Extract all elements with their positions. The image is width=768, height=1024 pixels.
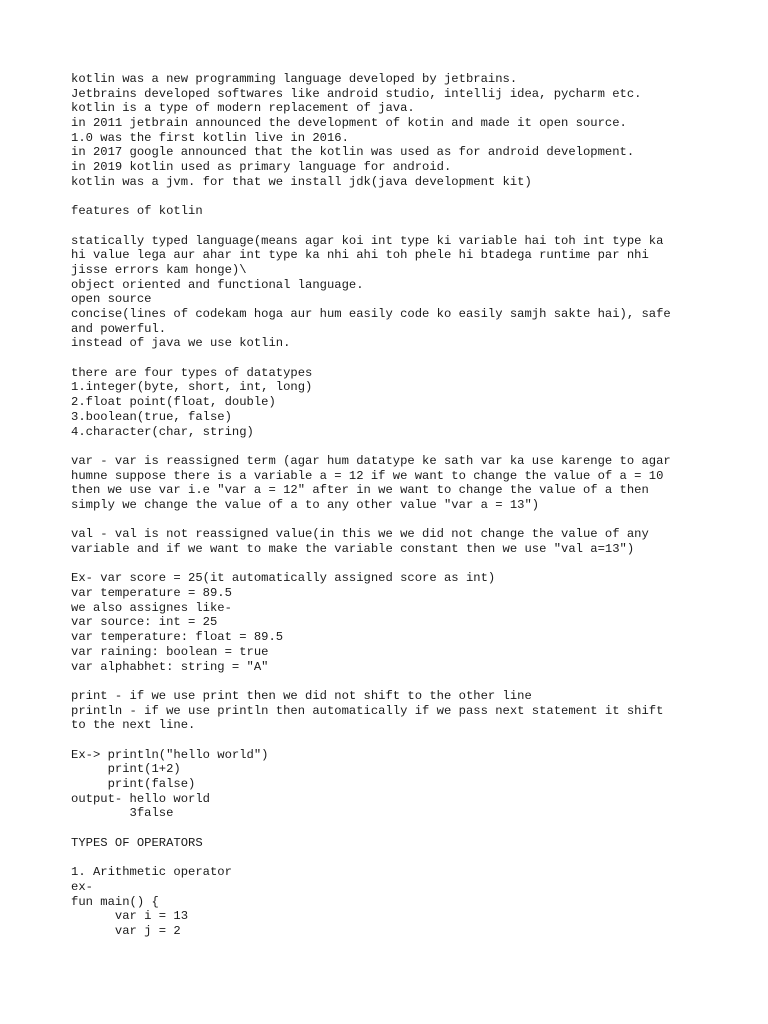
- text-line: var temperature = 89.5: [71, 586, 232, 601]
- text-line: there are four types of datatypes: [71, 365, 313, 380]
- blank-line: [71, 733, 711, 748]
- text-line: var source: int = 25: [71, 615, 218, 630]
- text-line: fun main() {: [71, 894, 159, 909]
- blank-line: [71, 513, 711, 528]
- text-line: variable and if we want to make the variable constant then we use "val a=13"): [71, 542, 635, 556]
- text-line: in 2019 kotlin used as primary language for android.: [71, 160, 452, 175]
- text-line: 4.character(char, string): [71, 424, 254, 439]
- blank-line: [71, 351, 711, 366]
- text-line: instead of java we use kotlin.: [71, 336, 291, 351]
- text-line: 3false: [71, 806, 174, 821]
- blank-line: [71, 557, 711, 572]
- text-line: Jetbrains developed softwares like android studio, intellij idea, pycharm etc.: [71, 86, 642, 101]
- blank-line: [71, 190, 711, 205]
- text-line: we also assignes like-: [71, 600, 232, 615]
- text-line: output- hello world: [71, 791, 210, 806]
- blank-line: [71, 821, 711, 836]
- text-line: and powerful.: [71, 321, 167, 336]
- blank-line: [71, 674, 711, 689]
- blank-line: [71, 219, 711, 234]
- text-line: var j = 2: [71, 923, 181, 938]
- text-line: val - val is not reassigned value(in this we we did not change the value of any: [71, 527, 649, 542]
- blank-line: [71, 850, 711, 865]
- text-line: simply we change the value of a to any other value "var a = 13"): [71, 497, 540, 512]
- text-line: jisse errors kam honge)\: [71, 262, 247, 277]
- text-line: var temperature: float = 89.5: [71, 630, 284, 645]
- text-line: ex-: [71, 879, 93, 894]
- text-line: var alphabhet: string = "A": [71, 659, 269, 674]
- text-line: Ex-> println("hello world"): [71, 747, 269, 762]
- text-line: in 2017 google announced that the kotlin was used as for android development.: [71, 145, 635, 160]
- text-line: kotlin is a type of modern replacement of java.: [71, 101, 415, 116]
- text-line: print - if we use print then we did not shift to the other line: [71, 688, 532, 703]
- text-line: 1.integer(byte, short, int, long): [71, 380, 313, 395]
- text-line: var raining: boolean = true: [71, 644, 269, 659]
- blank-line: [71, 439, 711, 454]
- text-line: hi value lega aur ahar int type ka nhi ahi toh phele hi btadega runtime par nhi: [71, 248, 649, 263]
- text-line: object oriented and functional language.: [71, 277, 364, 292]
- text-line: var i = 13: [71, 909, 189, 924]
- text-line: open source: [71, 292, 152, 307]
- text-line: print(1+2): [71, 762, 181, 777]
- text-line: kotlin was a jvm. for that we install jdk(java development kit): [71, 174, 532, 189]
- text-line: to the next line.: [71, 718, 196, 733]
- text-line: 2.float point(float, double): [71, 395, 276, 410]
- text-line: concise(lines of codekam hoga aur hum easily code ko easily samjh sakte hai), safe: [71, 307, 671, 321]
- text-line: println - if we use println then automatically if we pass next statement it shift: [71, 703, 664, 718]
- text-line: kotlin was a new programming language developed by jetbrains.: [71, 72, 518, 86]
- text-line: Ex- var score = 25(it automatically assigned score as int): [71, 571, 496, 586]
- text-line: statically typed language(means agar koi int type ki variable hai toh int type ka: [71, 233, 664, 248]
- text-line: humne suppose there is a variable a = 12 if we want to change the value of a = 10: [71, 468, 664, 483]
- text-line: TYPES OF OPERATORS: [71, 835, 203, 850]
- document-page: [71, 72, 711, 939]
- text-line: 3.boolean(true, false): [71, 409, 232, 424]
- text-line: var - var is reassigned term (agar hum datatype ke sath var ka use karenge to agar: [71, 453, 671, 468]
- text-line: in 2011 jetbrain announced the development of kotin and made it open source.: [71, 116, 627, 131]
- text-line: 1. Arithmetic operator: [71, 865, 232, 880]
- text-line: features of kotlin: [71, 204, 203, 219]
- text-line: print(false): [71, 777, 196, 791]
- text-line: then we use var i.e "var a = 12" after in we want to change the value of a then: [71, 483, 649, 498]
- text-line: 1.0 was the first kotlin live in 2016.: [71, 130, 349, 145]
